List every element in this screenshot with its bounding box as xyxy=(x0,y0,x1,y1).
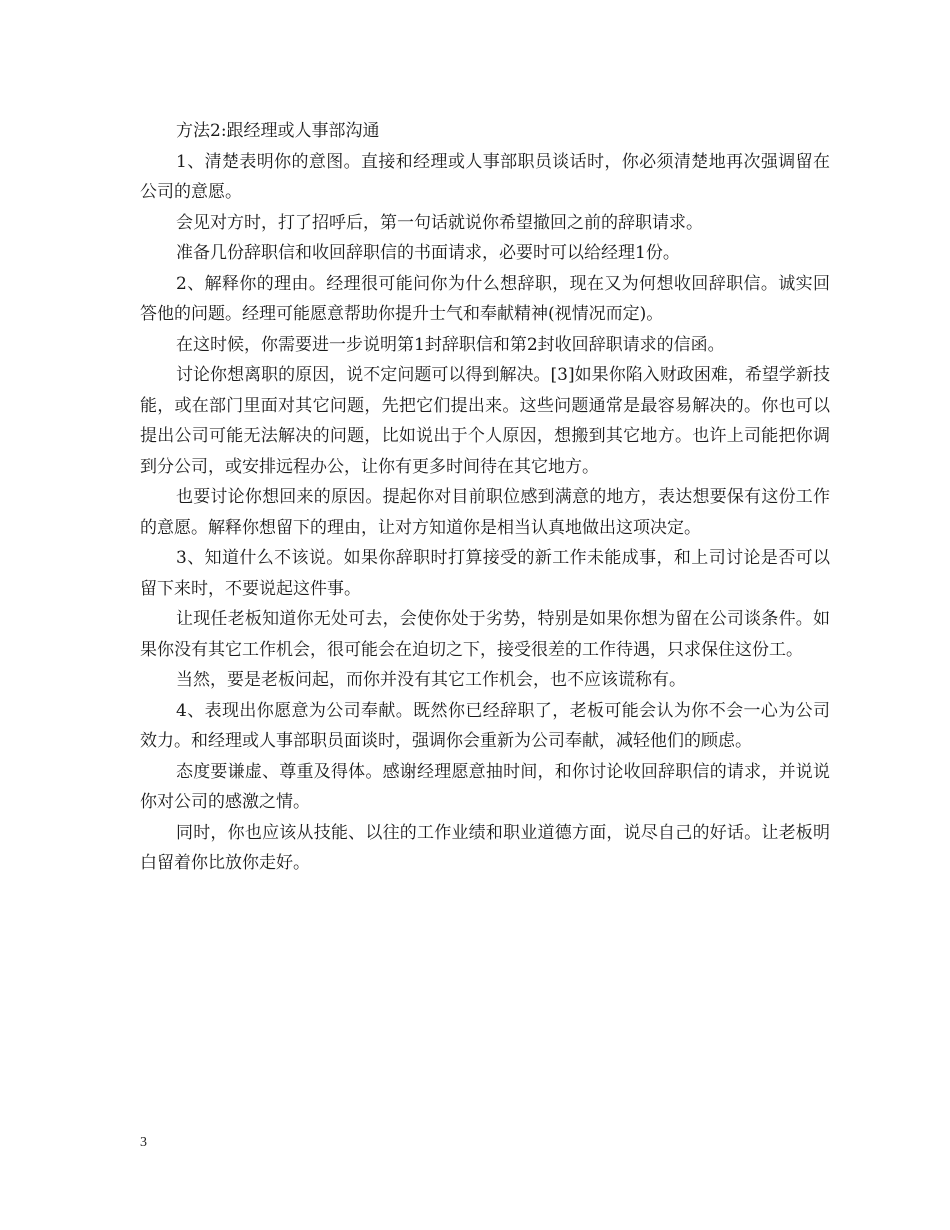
paragraph-10: 当然，要是老板问起，而你并没有其它工作机会，也不应该谎称有。 xyxy=(176,670,686,690)
paragraph-7: 也要讨论你想回来的原因。提起你对目前职位感到满意的地方，表达想要保有这份工作的意愿。解释你想留下的理由，让对方知道你是相当认真地做出这项决定。 xyxy=(140,487,830,538)
paragraph-13: 同时，你也应该从技能、以往的工作业绩和职业道德方面，说尽自己的好话。让老板明白留着你比放你走好。 xyxy=(140,822,830,873)
section-heading: 方法2:跟经理或人事部沟通 xyxy=(176,121,380,141)
paragraph-1: 1、清楚表明你的意图。直接和经理或人事部职员谈话时，你必须清楚地再次强调留在公司的意愿。 xyxy=(140,151,830,202)
paragraph-11: 4、表现出你愿意为公司奉献。既然你已经辞职了，老板可能会认为你不会一心为公司效力。和经理或人事部职员面谈时，强调你会重新为公司奉献，减轻他们的顾虑。 xyxy=(140,700,830,751)
paragraph-9: 让现任老板知道你无处可去，会使你处于劣势，特别是如果你想为留在公司谈条件。如果你没有其它工作机会，很可能会在迫切之下，接受很差的工作待遇，只求保住这份工。 xyxy=(140,609,830,660)
paragraph-8: 3、知道什么不该说。如果你辞职时打算接受的新工作未能成事，和上司讨论是否可以留下来时，不要说起这件事。 xyxy=(140,548,830,599)
paragraph-6: 讨论你想离职的原因，说不定问题可以得到解决。[3]如果你陷入财政困难，希望学新技能，或在部门里面对其它问题，先把它们提出来。这些问题通常是最容易解决的。你也可以提出公司可能无法解决的问题，比如说出于个人原因，想搬到其它地方。也许上司能把你调到分公司，或安排远程办公，让你有更多时间待在其它地方。 xyxy=(140,365,830,477)
paragraph-5: 在这时候，你需要进一步说明第1封辞职信和第2封收回辞职请求的信函。 xyxy=(176,334,725,355)
paragraph-3: 准备几份辞职信和收回辞职信的书面请求，必要时可以给经理1份。 xyxy=(176,243,680,263)
paragraph-2: 会见对方时，打了招呼后，第一句话就说你希望撤回之前的辞职请求。 xyxy=(176,212,703,233)
document-body xyxy=(140,116,830,879)
paragraph-12: 态度要谦虚、尊重及得体。感谢经理愿意抽时间，和你讨论收回辞职信的请求，并说说你对公司的感激之情。 xyxy=(140,761,830,812)
page-number: 3 xyxy=(140,1135,147,1150)
paragraph-4: 2、解释你的理由。经理很可能问你为什么想辞职，现在又为何想收回辞职信。诚实回答他的问题。经理可能愿意帮助你提升士气和奉献精神(视情况而定)。 xyxy=(140,273,830,324)
